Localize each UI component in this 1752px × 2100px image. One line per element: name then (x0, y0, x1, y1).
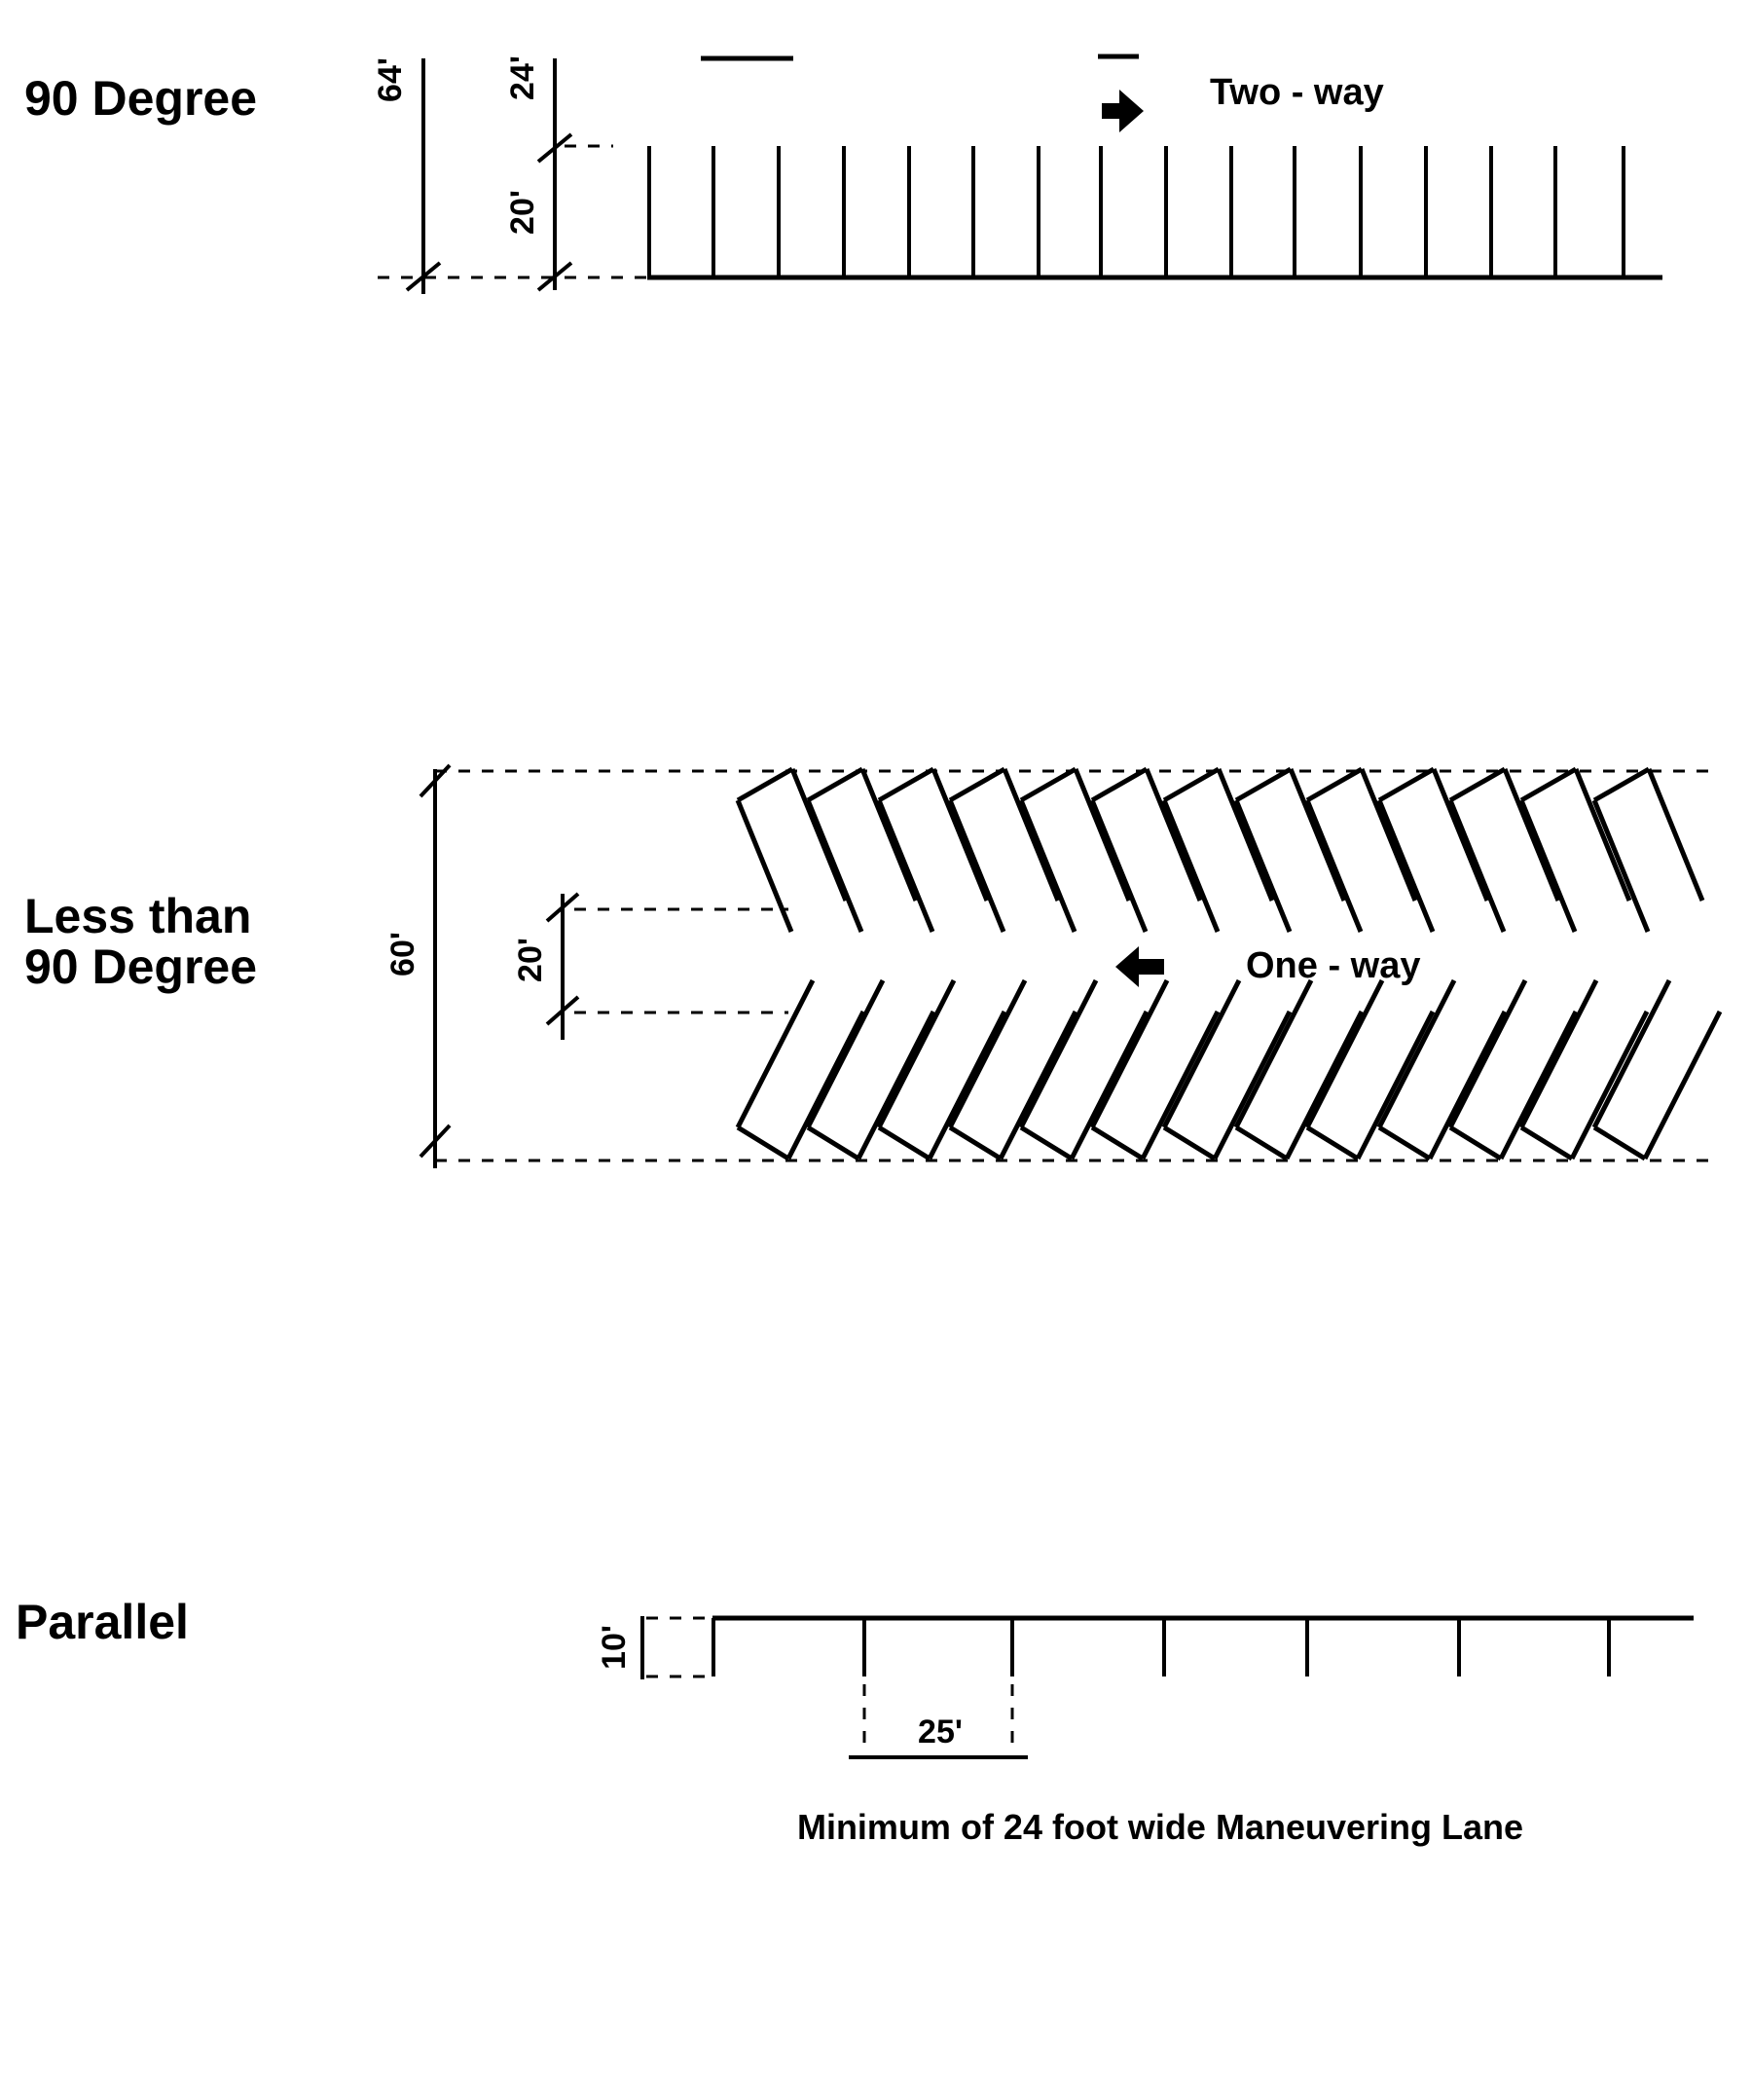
angled-stall-bottom (1021, 980, 1147, 1159)
right-arrow-icon (1102, 90, 1144, 132)
angled-stall-bottom (1307, 980, 1433, 1159)
angled-stalls-bottom-row (738, 980, 1720, 1159)
angled-stall-bottom (1594, 980, 1720, 1159)
section-angled (24, 765, 1720, 1168)
dim-total-angled-label: 60' (384, 932, 421, 976)
dim-aisle-angled-label: 20' (512, 938, 549, 982)
section-parallel-title: Parallel (16, 1595, 189, 1649)
direction-angled-label: One - way (1246, 945, 1421, 986)
maneuvering-lane-note: Minimum of 24 foot wide Maneuvering Lane (796, 1807, 1524, 1847)
section-angled-title-line2: 90 Degree (24, 939, 258, 994)
dim-length-parallel-label: 25' (918, 1713, 963, 1750)
section-90-title: 90 Degree (24, 71, 258, 126)
dim-stall-90-label: 20' (504, 190, 541, 235)
angled-stall-bottom (1164, 980, 1290, 1159)
parallel-stall-dividers (713, 1618, 1609, 1676)
stall-dividers-90 (649, 146, 1624, 277)
section-angled-title-line1: Less than (24, 889, 252, 943)
angled-stall-bottom (808, 980, 933, 1159)
section-parallel (16, 1595, 1694, 1847)
angled-stalls-top-row (738, 769, 1702, 932)
dim-aisle-90-label: 24' (504, 55, 541, 100)
dim-depth-parallel-label: 10' (596, 1625, 633, 1670)
angled-stall-bottom (1379, 980, 1505, 1159)
angled-stall-bottom (1521, 980, 1647, 1159)
dim-total-90-label: 64' (372, 57, 409, 102)
angled-stall-bottom (1450, 980, 1576, 1159)
angled-stall-bottom (879, 980, 1004, 1159)
left-arrow-icon (1115, 946, 1164, 987)
angled-stall-bottom (1092, 980, 1218, 1159)
angled-stall-bottom (1236, 980, 1362, 1159)
angled-stall-bottom (738, 980, 863, 1159)
section-90-degree (24, 55, 1662, 294)
angled-stall-bottom (950, 980, 1076, 1159)
direction-90-label: Two - way (1210, 72, 1384, 113)
